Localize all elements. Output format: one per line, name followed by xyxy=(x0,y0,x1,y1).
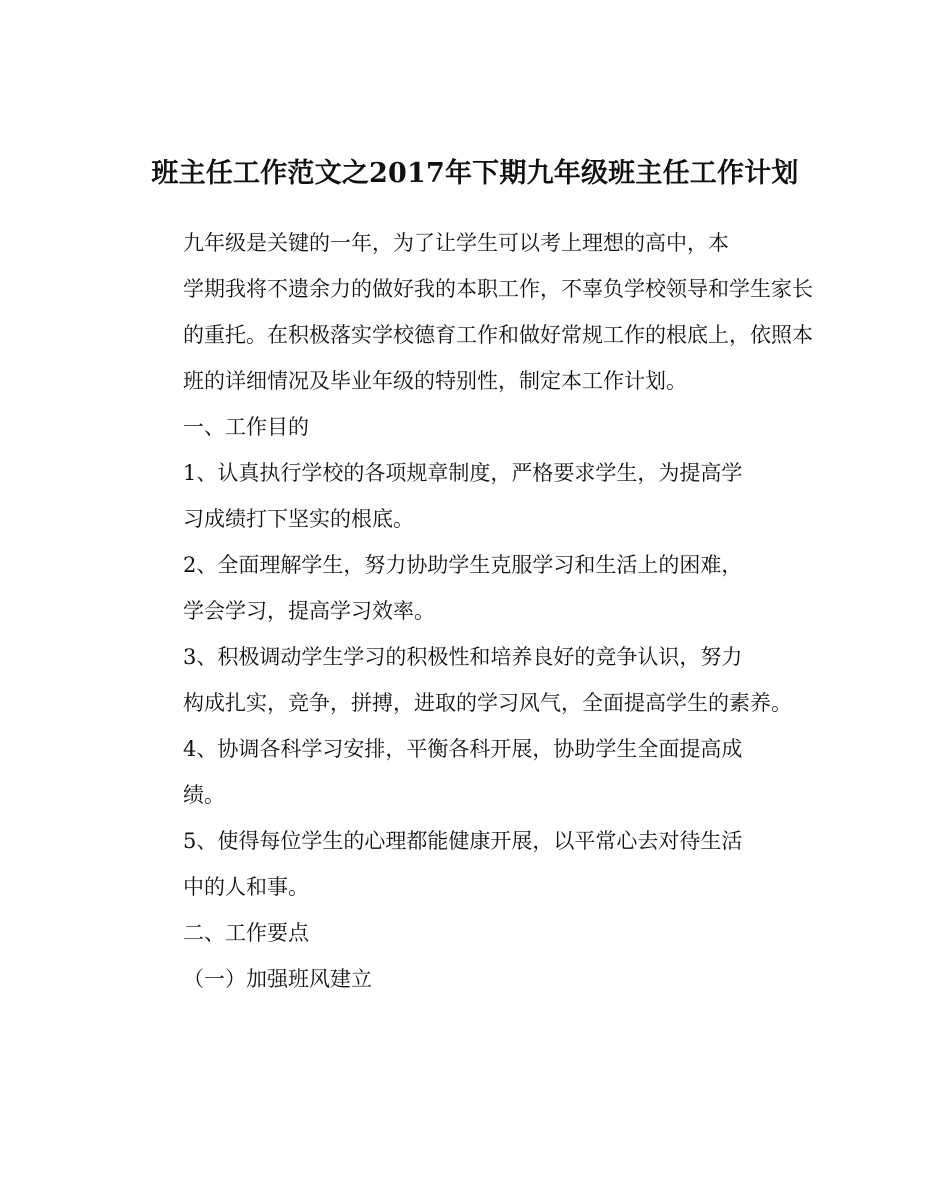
goal-item-4-line-2: 绩。 xyxy=(183,783,225,807)
goal-item-1 xyxy=(141,450,806,542)
goal-item-1-line-2: 习成绩打下坚实的根底。 xyxy=(183,507,414,531)
goal-item-3-line-2: 构成扎实，竞争，拼搏，进取的学习风气，全面提高学生的素养。 xyxy=(183,691,792,715)
section-heading-work-goals xyxy=(141,404,806,450)
goal-item-1-line-1: 1、认真执行学校的各项规章制度，严格要求学生，为提高学 xyxy=(183,461,743,485)
section-heading-text: 二、工作要点 xyxy=(183,921,309,945)
goal-item-2-line-1: 2、全面理解学生，努力协助学生克服学习和生活上的困难， xyxy=(183,553,743,577)
goal-item-4 xyxy=(141,726,806,818)
intro-line-2: 学期我将不遗余力的做好我的本职工作，不辜负学校领导和学生家长 xyxy=(183,277,813,301)
section-heading-work-points xyxy=(141,910,806,956)
section-heading-text: 一、工作目的 xyxy=(183,415,309,439)
subsection-heading-text: （一）加强班风建立 xyxy=(183,967,372,991)
goal-item-5-line-2: 中的人和事。 xyxy=(183,875,309,899)
goal-item-3 xyxy=(141,634,806,726)
goal-item-2 xyxy=(141,542,806,634)
document-title: 班主任工作范文之2017年下期九年级班主任工作计划 xyxy=(151,158,799,190)
goal-item-5-line-1: 5、使得每位学生的心理都能健康开展，以平常心去对待生活 xyxy=(183,829,743,853)
intro-line-1: 九年级是关键的一年，为了让学生可以考上理想的高中，本 xyxy=(183,231,729,255)
subsection-heading xyxy=(141,956,806,1002)
goal-item-4-line-1: 4、协调各科学习安排，平衡各科开展，协助学生全面提高成 xyxy=(183,737,743,761)
goal-item-2-line-2: 学会学习，提高学习效率。 xyxy=(183,599,435,623)
goal-item-3-line-1: 3、积极调动学生学习的积极性和培养良好的竞争认识，努力 xyxy=(183,645,743,669)
intro-paragraph xyxy=(141,220,813,404)
document-body xyxy=(141,220,813,1002)
intro-line-3: 的重托。在积极落实学校德育工作和做好常规工作的根底上，依照本 xyxy=(183,323,813,347)
intro-line-4: 班的详细情况及毕业年级的特别性，制定本工作计划。 xyxy=(183,369,687,393)
goal-item-5 xyxy=(141,818,806,910)
